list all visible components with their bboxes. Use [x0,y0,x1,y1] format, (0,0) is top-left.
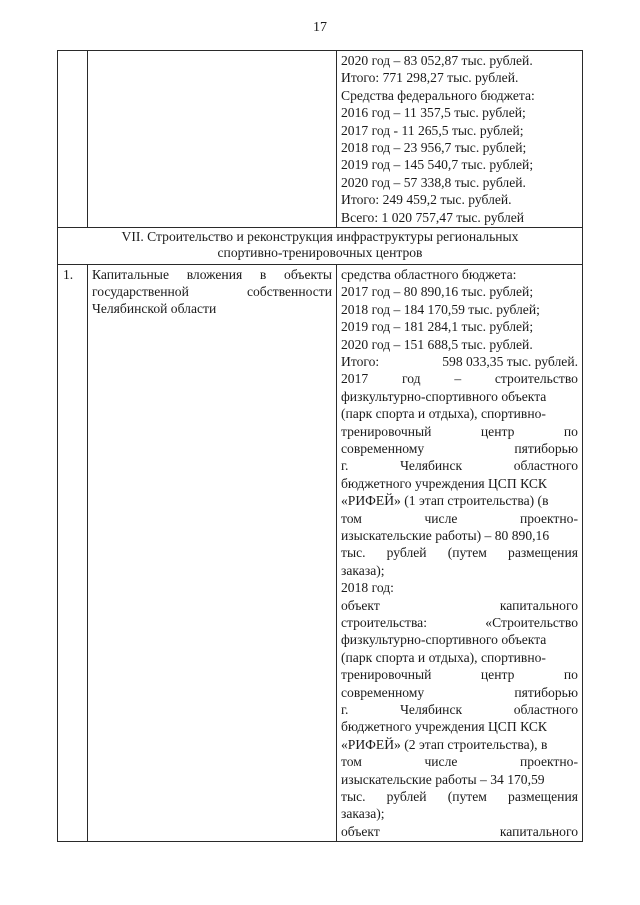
funding-line: 2019 год – 181 284,1 тыс. рублей; [341,319,534,335]
item-funding-details [337,265,582,841]
word: капитального [499,597,578,613]
word: (путем [447,545,487,561]
word: капитального [499,823,578,839]
word: размещения [508,789,578,805]
funding-line [341,457,578,474]
budget-line: Итого: 771 298,27 тыс. рублей. [341,70,519,86]
word: Итого: [341,353,380,369]
word: (путем [447,789,487,805]
funding-line: 2018 год – 184 170,59 тыс. рублей; [341,301,540,317]
word: современному [341,684,425,700]
word: размещения [508,545,578,561]
funding-line [341,684,578,701]
word: числе [424,754,458,770]
funding-line [341,510,578,527]
page-number: 17 [313,20,327,35]
description-line [92,283,332,300]
funding-line [341,440,578,457]
funding-line: (парк спорта и отдыха), спортивно- [341,406,546,422]
funding-line [341,701,578,718]
word: объект [341,597,380,613]
word: современному [341,440,425,456]
budget-line: Всего: 1 020 757,47 тыс. рублей [341,209,525,225]
word: тренировочный [341,423,432,439]
funding-line: 2017 год – 80 890,16 тыс. рублей; [341,284,534,300]
word: год [401,371,421,387]
funding-line [341,788,578,805]
funding-line: (парк спорта и отдыха), спортивно- [341,649,546,665]
item-number-cell [58,264,88,841]
word: тренировочный [341,667,432,683]
word: проектно- [519,510,578,526]
funding-line: 2018 год: [341,580,394,596]
budget-line: 2020 год – 83 052,87 тыс. рублей. [341,53,533,68]
funding-line: «РИФЕЙ» (1 этап строительства) (в [341,493,549,509]
word: центр [480,423,515,439]
funding-line: физкультурно-спортивного объекта [341,632,547,648]
word: областного [513,702,578,718]
item-number: 1. [63,266,74,282]
budget-line: Итого: 249 459,2 тыс. рублей. [341,192,512,208]
word: вложения [186,266,243,282]
funding-line: физкультурно-спортивного объекта [341,388,547,404]
item-description-cell [88,264,337,841]
word: Челябинск [400,458,463,474]
description-line: Челябинской области [92,301,217,317]
word: строительство [494,371,578,387]
word: рублей [386,545,427,561]
word: пятиборью [514,684,578,700]
funding-line: бюджетного учреждения ЦСП КСК [341,719,547,735]
word: Капитальные [92,266,169,282]
description-line [92,266,332,283]
word: в [259,266,267,282]
funding-line [341,370,578,387]
section-heading-line: спортивно-тренировочных центров [217,245,423,261]
budget-line: Средства федерального бюджета: [341,87,535,103]
funding-line [341,666,578,683]
funding-line: средства областного бюджета: [341,266,517,282]
budget-line: 2017 год - 11 265,5 тыс. рублей; [341,122,524,138]
budget-summary-lines [337,51,582,227]
budget-line: 2016 год – 11 357,5 тыс. рублей; [341,105,526,121]
word: «Строительство [485,615,578,630]
word: объект [341,823,380,839]
table-row-section-heading [58,228,583,265]
funding-line [341,353,578,370]
item-funding-cell [337,264,583,841]
funding-line [341,753,578,770]
word: по [563,423,578,439]
funding-line: 2020 год – 151 688,5 тыс. рублей. [341,336,533,352]
budget-line: 2018 год – 23 956,7 тыс. рублей; [341,140,527,156]
funding-line [341,423,578,440]
word: том [341,510,362,526]
funding-line: изыскательские работы – 34 170,59 [341,771,545,787]
empty-description-cell [88,51,337,228]
funding-line [341,544,578,561]
word: тыс. [341,545,366,561]
funding-line: «РИФЕЙ» (2 этап строительства), в [341,736,548,752]
word: областного [513,458,578,474]
word: числе [424,510,458,526]
empty-number-cell [58,51,88,228]
table-row-budget-summary [58,51,583,228]
word: проектно- [519,754,578,770]
word: 598 033,35 тыс. рублей. [442,353,578,369]
funding-line: заказа); [341,562,385,578]
funding-line [341,823,578,840]
section-heading [58,228,582,264]
word: г. [341,458,349,474]
word: строительства: [341,615,427,630]
funding-line: изыскательские работы) – 80 890,16 [341,527,550,543]
word: объекты [284,266,332,282]
table-row-item [58,264,583,841]
word: государственной [92,284,189,300]
section-heading-cell [58,228,583,265]
budget-line: 2019 год – 145 540,7 тыс. рублей; [341,157,534,173]
budget-line: 2020 год – 57 338,8 тыс. рублей. [341,174,526,190]
word: центр [480,667,515,683]
funding-line: заказа); [341,806,385,822]
word: пятиборью [514,440,578,456]
funding-line: бюджетного учреждения ЦСП КСК [341,475,547,491]
funding-table [57,50,583,842]
word: том [341,754,362,770]
item-description [88,265,336,319]
section-heading-line: VII. Строительство и реконструкция инфраструктуры региональных [121,229,519,245]
word: г. [341,702,349,718]
word: Челябинск [400,702,463,718]
word: 2017 [341,371,369,387]
funding-line [341,597,578,614]
funding-line [341,614,578,631]
word: тыс. [341,789,366,805]
budget-summary-cell [337,51,583,228]
word: по [563,667,578,683]
word: рублей [386,789,427,805]
word: собственности [246,284,332,300]
word: – [454,371,462,387]
